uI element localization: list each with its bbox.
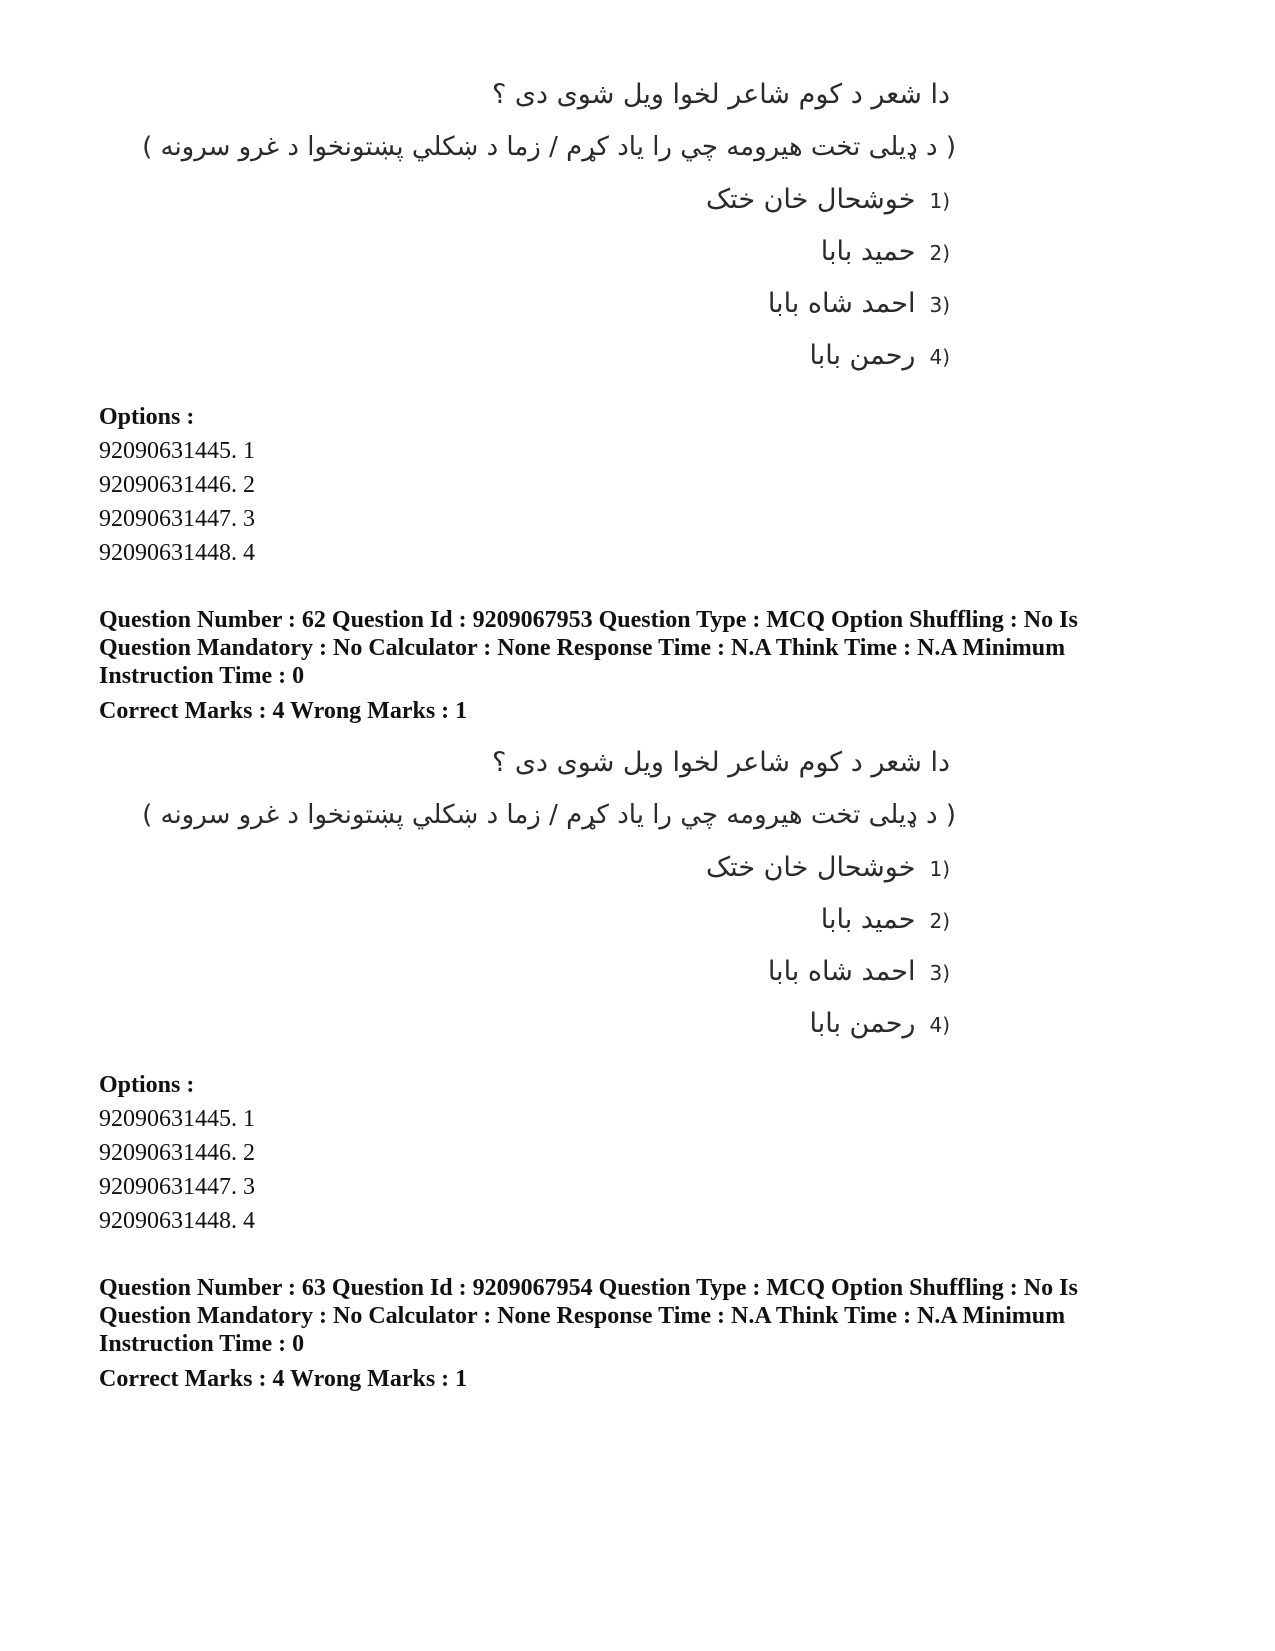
meta-line: Instruction Time : 0: [99, 1331, 305, 1357]
choice-text: خوشحال خان ختک: [706, 852, 916, 883]
choice-2: [821, 232, 950, 272]
meta-line: Question Mandatory : No Calculator : None Response Time : N.A Think Time : N.A Minimum: [99, 635, 1066, 661]
choice-text: حمید بابا: [820, 904, 916, 935]
option-item: 92090631448. 4: [99, 1208, 255, 1234]
question-verse: ( د ډیلی تخت هیرومه چي را یاد کړم / زما د ښکلي پښتونخوا د غرو سرونه ): [142, 800, 956, 830]
option-item: 92090631445. 1: [99, 438, 255, 464]
choice-1: [706, 180, 950, 220]
choice-text: احمد شاه بابا: [767, 288, 916, 319]
choice-3: [768, 952, 950, 992]
marks-line: Correct Marks : 4 Wrong Marks : 1: [99, 1366, 468, 1392]
option-item: 92090631446. 2: [99, 1140, 255, 1166]
question-meta: [99, 606, 1189, 726]
option-item: 92090631447. 3: [99, 506, 255, 532]
options-list: [99, 400, 255, 570]
option-item: 92090631445. 1: [99, 1106, 255, 1132]
option-item: 92090631446. 2: [99, 472, 255, 498]
question-image: [100, 743, 956, 1063]
choice-text: رحمن بابا: [809, 1008, 916, 1039]
options-label: Options :: [99, 1072, 195, 1098]
option-item: 92090631447. 3: [99, 1174, 255, 1200]
choice-number: (1: [929, 856, 950, 881]
meta-line: Question Number : 62 Question Id : 9209067953 Question Type : MCQ Option Shuffling : No Is: [99, 607, 1078, 633]
choice-3: [768, 284, 950, 324]
meta-line: Question Mandatory : No Calculator : None Response Time : N.A Think Time : N.A Minimum: [99, 1303, 1066, 1329]
choice-4: [809, 336, 950, 376]
choice-text: رحمن بابا: [809, 340, 916, 371]
choice-1: [706, 848, 950, 888]
options-list: [99, 1068, 255, 1238]
meta-line: Question Number : 63 Question Id : 9209067954 Question Type : MCQ Option Shuffling : No Is: [99, 1275, 1078, 1301]
choice-text: احمد شاه بابا: [767, 956, 916, 987]
choice-number: (4: [929, 1012, 950, 1037]
choice-text: حمید بابا: [820, 236, 916, 267]
choice-number: (2: [929, 240, 950, 265]
question-verse: ( د ډیلی تخت هیرومه چي را یاد کړم / زما د ښکلي پښتونخوا د غرو سرونه ): [142, 132, 956, 162]
choice-number: (3: [929, 292, 950, 317]
choice-number: (4: [929, 344, 950, 369]
choice-number: (2: [929, 908, 950, 933]
choice-number: (1: [929, 188, 950, 213]
choice-2: [821, 900, 950, 940]
options-label: Options :: [99, 404, 195, 430]
question-image: [100, 75, 956, 395]
meta-line: Instruction Time : 0: [99, 663, 305, 689]
question-title: دا شعر د کوم شاعر لخوا ویل شوی دی ؟: [491, 747, 950, 778]
option-item: 92090631448. 4: [99, 540, 255, 566]
choice-4: [809, 1004, 950, 1044]
question-meta: [99, 1274, 1189, 1394]
choice-number: (3: [929, 960, 950, 985]
question-title: دا شعر د کوم شاعر لخوا ویل شوی دی ؟: [491, 79, 950, 110]
choice-text: خوشحال خان ختک: [706, 184, 916, 215]
marks-line: Correct Marks : 4 Wrong Marks : 1: [99, 698, 468, 724]
